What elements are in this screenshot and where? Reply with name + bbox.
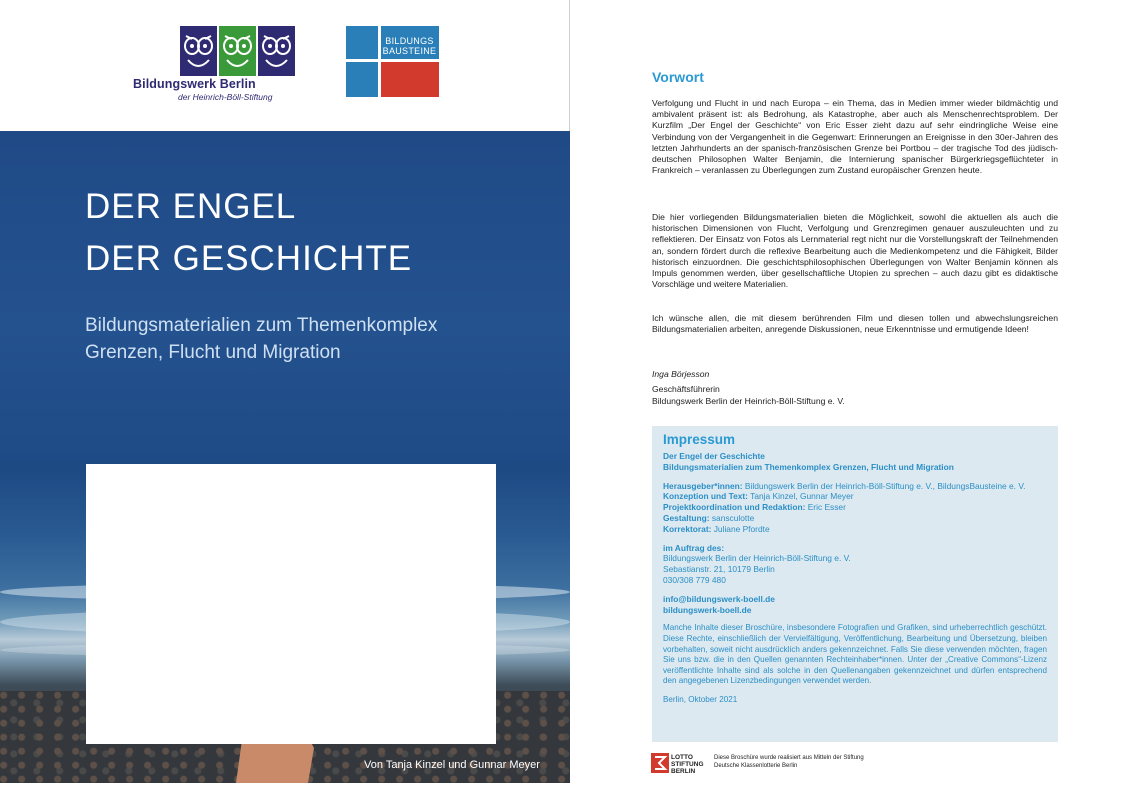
owl-icon: [219, 26, 256, 76]
impressum-box: [652, 426, 1058, 742]
logo-name: Bildungswerk Berlin: [133, 77, 256, 91]
lotto-stiftung-logo: [651, 751, 704, 775]
credit-label: Korrektorat:: [663, 523, 712, 534]
cover-title: [85, 181, 412, 285]
impressum-contact: [663, 543, 1047, 586]
credit-label: Herausgeber*innen:: [663, 480, 743, 491]
preface-paragraph: Die hier vorliegenden Bildungsmaterialien bieten die Möglichkeit, sowohl die aktuellen als auch die historischen Dimensionen von Flucht, Verfolgung und Grenzregimen genauer auszuleuchten und zu reflektieren. Der Einsatz von Fotos als Lernmaterial regt nicht nur die Vorstellungskraft der Teilnehmenden an, sondern fördert durch die reflexive Bearbeitung auch die Medienkompetenz und die Fähigkeit, Bilder historisch einzuordnen. Die geschichtsphilosophischen Überlegungen von Walter Benjamin können als Impuls genommen werden, über gesellschaftliche Utopien zu sprechen – auch dazu gibt es didaktische Vorschläge und weitere Materialien.: [652, 212, 1058, 290]
lotto-line: LOTTO: [671, 754, 693, 761]
credit-label: Gestaltung:: [663, 512, 710, 523]
credit-value: Eric Esser: [807, 502, 846, 513]
cover-subtitle: [85, 312, 437, 366]
credit-value: Bildungswerk Berlin der Heinrich-Böll-Stiftung e. V., BildungsBausteine e. V.: [744, 480, 1026, 491]
subtitle-line: Grenzen, Flucht und Migration: [85, 342, 341, 363]
impressum-heading: Impressum: [663, 432, 736, 447]
impressum-title: Der Engel der Geschichte: [663, 451, 765, 461]
credit-value: Juliane Pfordte: [713, 523, 770, 534]
signature-org: Bildungswerk Berlin der Heinrich-Böll-Stiftung e. V.: [652, 396, 845, 406]
owl-icon: [180, 26, 217, 76]
owl-logo-group: [180, 26, 295, 76]
bildungswerk-logo: [133, 26, 303, 102]
preface-paragraph: Ich wünsche allen, die mit diesem berührenden Film und diesen tollen und abwechslungsreichen Bildungsmaterialien arbeiten, anregende Diskussionen, neue Erkenntnisse und ermutigende Ideen!: [652, 313, 1058, 335]
title-line: DER GESCHICHTE: [85, 239, 413, 278]
cover-authors: Von Tanja Kinzel und Gunnar Meyer: [364, 759, 540, 771]
cover-page: [0, 0, 570, 783]
email-link[interactable]: info@bildungswerk-boell.de: [663, 593, 775, 604]
signature-role: [652, 383, 845, 407]
title-line: DER ENGEL: [85, 187, 297, 226]
website-link[interactable]: bildungswerk-boell.de: [663, 604, 752, 615]
bausteine-text: [380, 36, 439, 56]
credit-value: sansculotte: [711, 512, 755, 523]
preface-page: [571, 0, 1137, 783]
blank-paper-sheet: [86, 464, 496, 744]
bausteine-line: BILDUNGS: [385, 36, 434, 46]
bausteine-line: BAUSTEINE: [382, 46, 437, 56]
logo-square: [346, 62, 378, 97]
impressum-credits: [663, 481, 1047, 535]
logo-subtitle: der Heinrich-Böll-Stiftung: [178, 92, 273, 102]
subtitle-line: Bildungsmaterialien zum Themenkomplex: [85, 315, 438, 336]
signature-title: Geschäftsführerin: [652, 384, 720, 394]
credit-value: Tanja Kinzel, Gunnar Meyer: [750, 491, 854, 502]
logo-square: [381, 62, 439, 97]
impressum-links: [663, 594, 1047, 616]
lotto-line: BERLIN: [671, 768, 696, 775]
publication-date: Berlin, Oktober 2021: [663, 694, 738, 704]
contact-phone: 030/308 779 480: [663, 574, 726, 585]
bildungsbausteine-logo: [346, 26, 439, 97]
contact-org: Bildungswerk Berlin der Heinrich-Böll-Stiftung e. V.: [663, 553, 851, 564]
logo-square: [346, 26, 378, 59]
contact-address: Sebastianstr. 21, 10179 Berlin: [663, 564, 775, 575]
preface-heading: Vorwort: [652, 69, 704, 85]
funding-note: Diese Broschüre wurde realisiert aus Mitteln der Stiftung Deutsche Klassenlotterie Berlin: [714, 755, 864, 769]
contact-label: im Auftrag des:: [663, 542, 725, 553]
credit-label: Projektkoordination und Redaktion:: [663, 502, 806, 513]
rights-notice: Manche Inhalte dieser Broschüre, insbesondere Fotografien und Grafiken, sind urheberrechtlich geschützt. Diese Rechte, einschließlich der Vervielfältigung, Veröffentlichung, Bearbeitung und Übersetzung, bleiben vorbehalten, soweit nicht ausdrücklich anders gekennzeichnet. Falls Sie diese verwenden möchten, fragen Sie uns bzw. die in den Quellen genannten Rechteinhaber*innen. Unter der „Creative Commons“-Lizenz veröffentlichte Inhalte sind als solche in den Quellenangaben gekennzeichnet und dürfen entsprechend den angegebenen Lizenzbedingungen verwendet werden.: [663, 623, 1047, 686]
impressum-titles: [663, 451, 1047, 473]
signature-name: Inga Börjesson: [652, 369, 710, 379]
preface-paragraph: Verfolgung und Flucht in und nach Europa – ein Thema, das in Medien immer wieder bildmächtig und ambivalent präsent ist: als Bedrohung, als Katastrophe, aber auch als Menschenrechtsproblem. Der Kurzfilm „Der Engel der Geschichte“ von Eric Esser zieht dazu auf sehr eindringliche Weise eine Verbindung von der Vergangenheit in die Gegenwart: Erinnerungen an Ereignisse in den 30er-Jahren des letzten Jahrhunderts an der spanisch-französischen Grenze bei Portbou – der tragische Tod des jüdisch-deutschen Philosophen Walter Benjamin, die Internierung spanischer Bürgerkriegsgeflüchteter in Frankreich – veranlassen zu Überlegungen zum Zustand europäischer Grenzen heute.: [652, 98, 1058, 176]
credit-label: Konzeption und Text:: [663, 491, 748, 502]
owl-icon: [258, 26, 295, 76]
impressum-subtitle: Bildungsmaterialien zum Themenkomplex Grenzen, Flucht und Migration: [663, 461, 954, 472]
lotto-line: STIFTUNG: [671, 761, 704, 768]
lotto-icon: [651, 751, 704, 775]
